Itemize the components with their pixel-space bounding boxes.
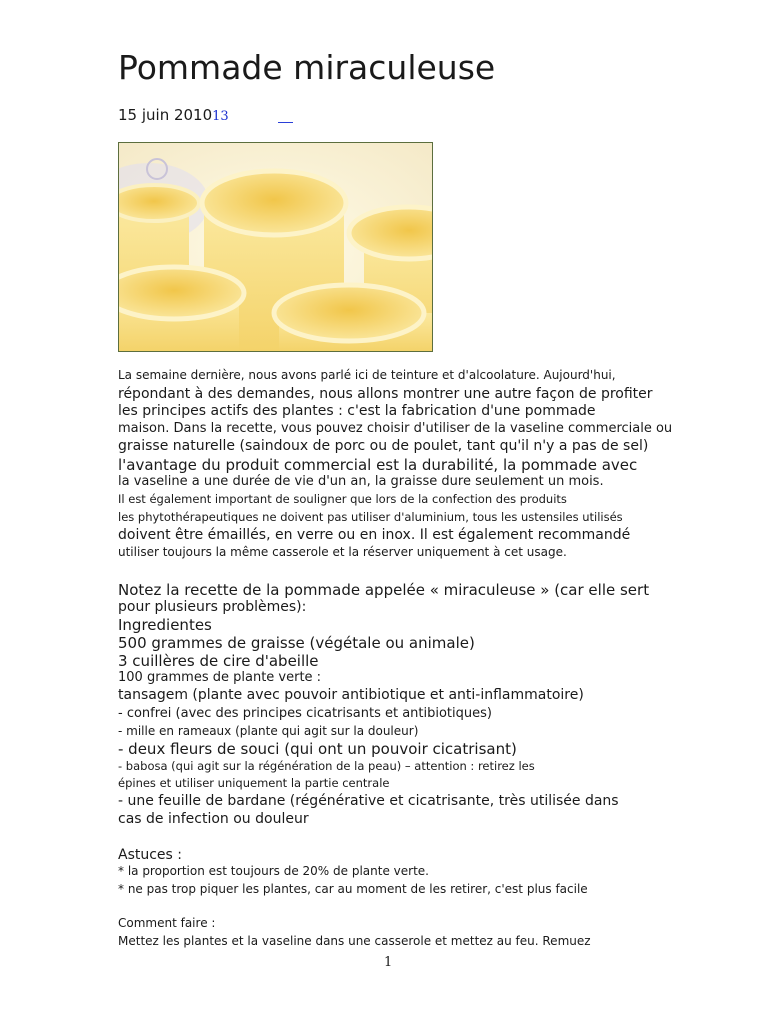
tips-heading: Astuces : — [118, 847, 183, 863]
recipe-line: - deux fleurs de souci (qui ont un pouvoir cicatrisant) — [118, 740, 517, 758]
intro-line: utiliser toujours la même casserole et la réserver uniquement à cet usage. — [118, 545, 567, 559]
recipe-line: 500 grammes de graisse (végétale ou animale) — [118, 634, 475, 652]
recipe-line: - une feuille de bardane (régénérative et cicatrisante, très utilisée dans — [118, 793, 619, 809]
intro-line: maison. Dans la recette, vous pouvez choisir d'utiliser de la vaseline commerciale ou — [118, 421, 673, 436]
recipe-line: - confrei (avec des principes cicatrisants et antibiotiques) — [118, 706, 492, 721]
recipe-line: Ingredientes — [118, 616, 212, 634]
underlined-link[interactable] — [278, 108, 293, 123]
ointment-jars-photo — [118, 142, 433, 352]
intro-line: La semaine dernière, nous avons parlé ici de teinture et d'alcoolature. Aujourd'hui, — [118, 368, 616, 382]
recipe-line: - mille en rameaux (plante qui agit sur la douleur) — [118, 724, 419, 738]
recipe-line: Notez la recette de la pommade appelée « miraculeuse » (car elle sert — [118, 581, 650, 599]
intro-line: Il est également important de souligner que lors de la confection des produits — [118, 492, 567, 506]
howto-heading: Comment faire : — [118, 916, 216, 930]
recipe-line: cas de infection ou douleur — [118, 811, 309, 827]
recipe-line: - babosa (qui agit sur la régénération de la peau) – attention : retirez les — [118, 759, 535, 773]
intro-line: doivent être émaillés, en verre ou en inox. Il est également recommandé — [118, 527, 631, 543]
intro-line: les principes actifs des plantes : c'est la fabrication d'une pommade — [118, 403, 596, 419]
tip-line: * la proportion est toujours de 20% de plante verte. — [118, 864, 429, 878]
recipe-line: épines et utiliser uniquement la partie centrale — [118, 776, 390, 790]
recipe-line: pour plusieurs problèmes): — [118, 599, 307, 615]
tip-line: * ne pas trop piquer les plantes, car au moment de les retirer, c'est plus facile — [118, 882, 588, 896]
intro-line: les phytothérapeutiques ne doivent pas utiliser d'aluminium, tous les ustensiles utilisés — [118, 510, 623, 524]
intro-line: répondant à des demandes, nous allons montrer une autre façon de profiter — [118, 386, 653, 402]
intro-line: graisse naturelle (saindoux de porc ou de poulet, tant qu'il n'y a pas de sel) — [118, 438, 649, 454]
post-date — [118, 106, 229, 124]
recipe-line: 3 cuillères de cire d'abeille — [118, 652, 319, 670]
intro-line: l'avantage du produit commercial est la durabilité, la pommade avec — [118, 456, 638, 474]
recipe-line: 100 grammes de plante verte : — [118, 670, 322, 685]
date-text: 15 juin 2010 — [118, 106, 213, 124]
intro-line: la vaseline a une durée de vie d'un an, la graisse dure seulement un mois. — [118, 474, 604, 489]
page-title: Pommade miraculeuse — [118, 48, 496, 87]
comment-count-link[interactable]: 13 — [212, 109, 229, 124]
howto-line: Mettez les plantes et la vaseline dans une casserole et mettez au feu. Remuez — [118, 934, 591, 948]
page-number: 1 — [384, 955, 393, 970]
recipe-line: tansagem (plante avec pouvoir antibiotique et anti-inflammatoire) — [118, 687, 584, 703]
